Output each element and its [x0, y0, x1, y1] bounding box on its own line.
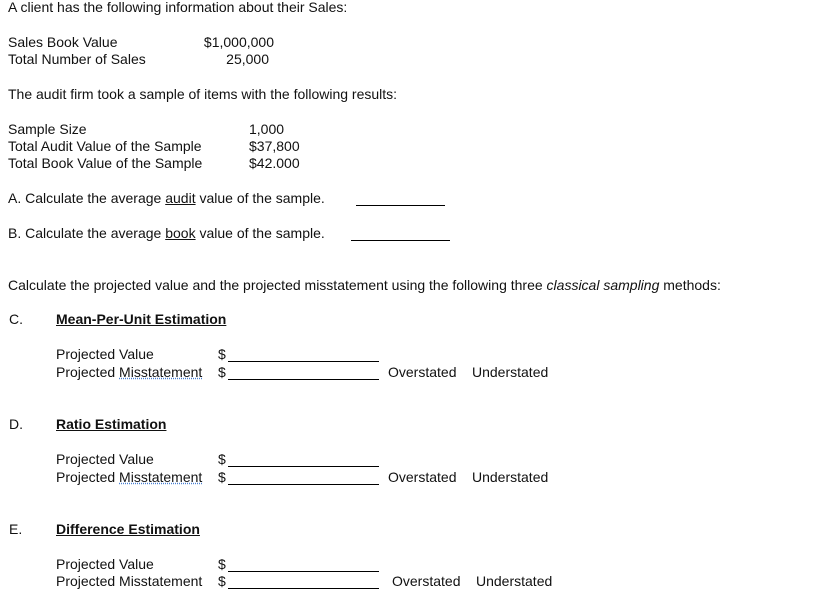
d-projected-value-label: Projected Value — [56, 451, 154, 467]
sample-size-value: 1,000 — [249, 121, 285, 137]
c-understated-option[interactable]: Understated — [472, 364, 549, 380]
question-a-post: value of the sample. — [195, 190, 325, 206]
sales-book-label: Sales Book Value — [8, 34, 118, 50]
sample-book-label: Total Book Value of the Sample — [8, 155, 203, 171]
e-projected-value-label: Projected Value — [56, 556, 154, 572]
answer-b-line[interactable] — [351, 240, 450, 241]
methods-intro-italic: classical sampling — [546, 277, 660, 293]
e-projected-value-dollar: $ — [218, 556, 226, 572]
e-projected-misstatement-label: Projected Misstatement — [56, 573, 203, 589]
section-c-title: Mean-Per-Unit Estimation — [56, 311, 227, 327]
d-misstatement-word: Misstatement — [119, 469, 203, 485]
c-misstatement-word: Misstatement — [119, 364, 203, 380]
c-projected-misstatement-dollar: $ — [218, 364, 226, 380]
sales-count-value: 25,000 — [226, 51, 269, 67]
c-projected-value-line[interactable] — [228, 361, 379, 362]
d-projected-misstatement-line[interactable] — [228, 484, 379, 485]
c-projected-word: Projected — [56, 364, 120, 380]
sample-book-value: $42.000 — [249, 155, 300, 171]
e-projected-value-line[interactable] — [228, 571, 379, 572]
question-b — [8, 225, 325, 241]
d-projected-value-line[interactable] — [228, 466, 379, 467]
c-projected-value-dollar: $ — [218, 346, 226, 362]
section-e-title: Difference Estimation — [56, 521, 200, 537]
methods-intro-post: methods: — [659, 277, 721, 293]
d-projected-value-dollar: $ — [218, 451, 226, 467]
sample-size-label: Sample Size — [8, 121, 87, 137]
sample-audit-value: $37,800 — [249, 138, 300, 154]
section-e-letter: E. — [9, 521, 23, 537]
c-projected-value-label: Projected Value — [56, 346, 154, 362]
question-a — [8, 190, 325, 206]
e-projected-misstatement-line[interactable] — [228, 588, 379, 589]
d-understated-option[interactable]: Understated — [472, 469, 549, 485]
sample-audit-label: Total Audit Value of the Sample — [8, 138, 202, 154]
d-overstated-option[interactable]: Overstated — [388, 469, 457, 485]
d-projected-misstatement-dollar: $ — [218, 469, 226, 485]
question-b-post: value of the sample. — [195, 225, 325, 241]
e-understated-option[interactable]: Understated — [476, 573, 553, 589]
d-projected-misstatement-label — [56, 469, 202, 485]
c-projected-misstatement-label — [56, 364, 202, 380]
question-b-pre: B. Calculate the average — [8, 225, 166, 241]
d-projected-word: Projected — [56, 469, 120, 485]
sample-intro-text: The audit firm took a sample of items with the following results: — [8, 86, 398, 102]
e-overstated-option[interactable]: Overstated — [392, 573, 461, 589]
question-a-pre: A. Calculate the average — [8, 190, 166, 206]
c-overstated-option[interactable]: Overstated — [388, 364, 457, 380]
section-d-title: Ratio Estimation — [56, 416, 167, 432]
methods-intro — [8, 277, 721, 293]
methods-intro-pre: Calculate the projected value and the projected misstatement using the following three — [8, 277, 547, 293]
question-b-keyword: book — [165, 225, 196, 241]
section-d-letter: D. — [9, 416, 23, 432]
answer-a-line[interactable] — [356, 205, 445, 206]
section-c-letter: C. — [9, 311, 23, 327]
c-projected-misstatement-line[interactable] — [228, 379, 379, 380]
intro-text: A client has the following information about their Sales: — [8, 0, 348, 15]
sales-count-label: Total Number of Sales — [8, 51, 146, 67]
question-a-keyword: audit — [165, 190, 196, 206]
e-projected-misstatement-dollar: $ — [218, 573, 226, 589]
sales-book-value: $1,000,000 — [203, 34, 274, 50]
